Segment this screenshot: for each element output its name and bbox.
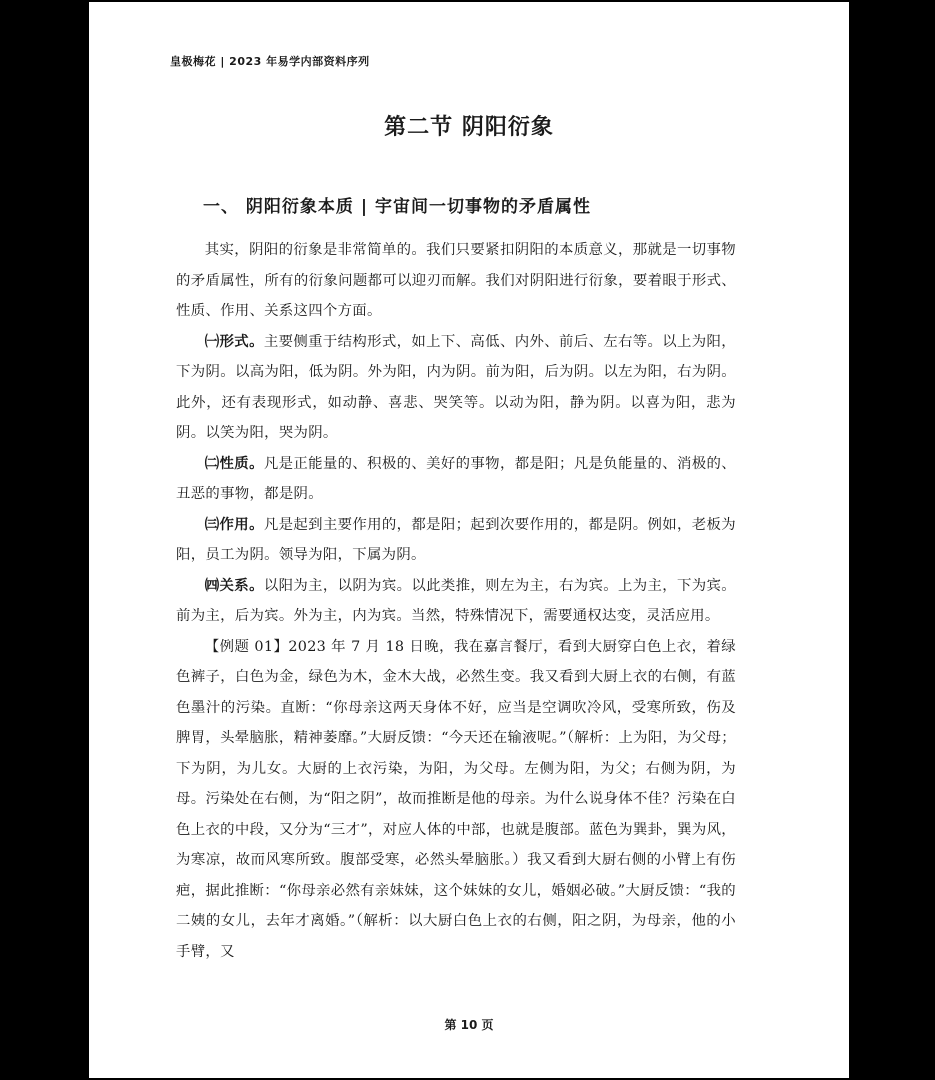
intro-paragraph: 其实，阴阳的衍象是非常简单的。我们只要紧扣阴阳的本质意义，那就是一切事物的矛盾属性，所有的衍象问题都可以迎刃而解。我们对阴阳进行衍象，要着眼于形式、性质、作用、关系这四个方面。 (176, 242, 736, 319)
item-text: 凡是正能量的、积极的、美好的事物，都是阳；凡是负能量的、消极的、丑恶的事物，都是阴。 (176, 455, 736, 502)
body-text (176, 235, 736, 967)
item-text: 凡是起到主要作用的，都是阳；起到次要作用的，都是阴。例如，老板为阳，员工为阴。领导为阳，下属为阴。 (176, 516, 736, 563)
item-text: 以阳为主，以阴为宾。以此类推，则左为主，右为宾。上为主，下为宾。前为主，后为宾。外为主，内为宾。当然，特殊情况下，需要通权达变，灵活应用。 (176, 577, 736, 624)
item-label: ㈡性质。 (204, 455, 264, 472)
item-label: ㈣关系。 (204, 577, 264, 594)
example-paragraph: 【例题 01】2023 年 7 月 18 日晚，我在嘉言餐厅，看到大厨穿白色上衣，着绿色裤子，白色为金，绿色为木，金木大战，必然生变。我又看到大厨上衣的右侧，有蓝色墨汁的污染。直断：“你母亲这两天身体不好，应当是空调吹冷风，受寒所致，伤及脾胃，头晕脑胀，精神萎靡。”大厨反馈：“今天还在输液呢。”（解析：上为阳，为父母；下为阴，为儿女。大厨的上衣污染，为阳，为父母。左侧为阳，为父；右侧为阴，为母。污染处在右侧，为“阳之阴”，故而推断是他的母亲。为什么说身体不佳？污染在白色上衣的中段，又分为“三才”，对应人体的中部，也就是腹部。蓝色为巽卦，巽为风，为寒凉，故而风寒所致。腹部受寒，必然头晕脑胀。）我又看到大厨右侧的小臂上有伤疤，据此推断：“你母亲必然有亲妹妹，这个妹妹的女儿，婚姻必破。”大厨反馈：“我的二姨的女儿，去年才离婚。”（解析：以大厨白色上衣的右侧，阳之阴，为母亲，他的小手臂，又 (176, 638, 736, 960)
page-number: 第 10 页 (444, 1018, 494, 1032)
document-page (89, 2, 849, 1078)
running-header: 皇极梅花 | 2023 年易学内部资料序列 (170, 55, 370, 68)
item-relation (176, 571, 736, 632)
item-function (176, 510, 736, 571)
item-form (176, 327, 736, 449)
item-nature (176, 449, 736, 510)
item-label: ㈠形式。 (204, 333, 264, 350)
page-title: 第二节 阴阳衍象 (384, 115, 554, 140)
item-label: ㈢作用。 (204, 516, 264, 533)
section-heading: 一、 阴阳衍象本质 | 宇宙间一切事物的矛盾属性 (203, 197, 591, 217)
item-text: 主要侧重于结构形式，如上下、高低、内外、前后、左右等。以上为阳，下为阴。以高为阳，低为阴。外为阳，内为阴。前为阳，后为阴。以左为阳，右为阴。此外，还有表现形式，如动静、喜悲、哭笑等。以动为阳，静为阴。以喜为阳，悲为阴。以笑为阳，哭为阴。 (176, 333, 736, 441)
